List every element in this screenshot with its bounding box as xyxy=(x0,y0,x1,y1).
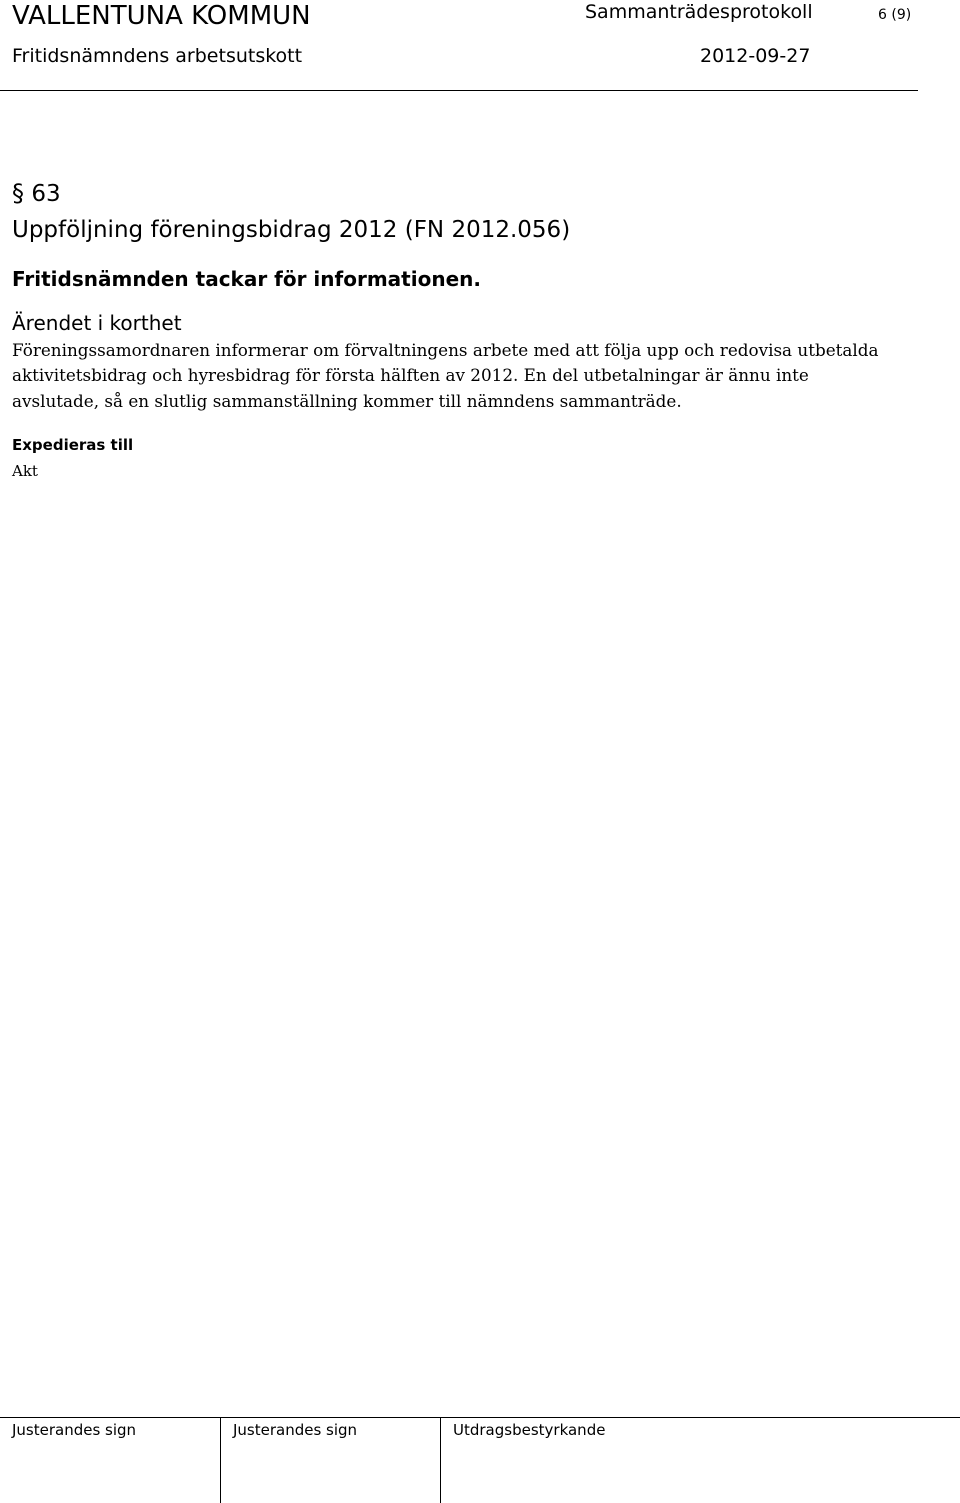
summary-line: Föreningssamordnaren informerar om förvaltningens arbete med att följa upp och redovisa utbetalda xyxy=(12,340,879,360)
distribution-heading: Expedieras till xyxy=(12,436,134,454)
meeting-date: 2012-09-27 xyxy=(700,45,811,67)
decision-text: Fritidsnämnden tackar för informationen. xyxy=(12,267,481,291)
organization-name: VALLENTUNA KOMMUN xyxy=(12,1,311,31)
committee-name: Fritidsnämndens arbetsutskott xyxy=(12,45,303,67)
distribution-item: Akt xyxy=(12,462,38,480)
certification-label: Utdragsbestyrkande xyxy=(453,1421,606,1439)
signature-label: Justerandes sign xyxy=(233,1421,358,1439)
signature-label: Justerandes sign xyxy=(12,1421,137,1439)
paragraph-number: 63 xyxy=(31,181,61,207)
paragraph-heading xyxy=(12,178,61,209)
item-title: Uppföljning föreningsbidrag 2012 (FN 2012.056) xyxy=(12,217,571,243)
summary-body xyxy=(12,338,912,414)
signature-cell xyxy=(0,1418,220,1503)
certification-cell xyxy=(440,1418,960,1503)
document-type: Sammanträdesprotokoll xyxy=(585,1,813,23)
header-divider xyxy=(0,90,918,91)
page-number: 6 (9) xyxy=(878,7,912,23)
signature-cell xyxy=(220,1418,441,1503)
summary-line: avslutade, så en slutlig sammanställning kommer till nämndens sammanträde. xyxy=(12,390,682,411)
summary-heading: Ärendet i korthet xyxy=(12,311,182,335)
paragraph-symbol: § xyxy=(12,179,24,207)
summary-line: aktivitetsbidrag och hyresbidrag för första hälften av 2012. En del utbetalningar är ännu inte xyxy=(12,365,809,386)
signature-footer xyxy=(0,1417,960,1503)
